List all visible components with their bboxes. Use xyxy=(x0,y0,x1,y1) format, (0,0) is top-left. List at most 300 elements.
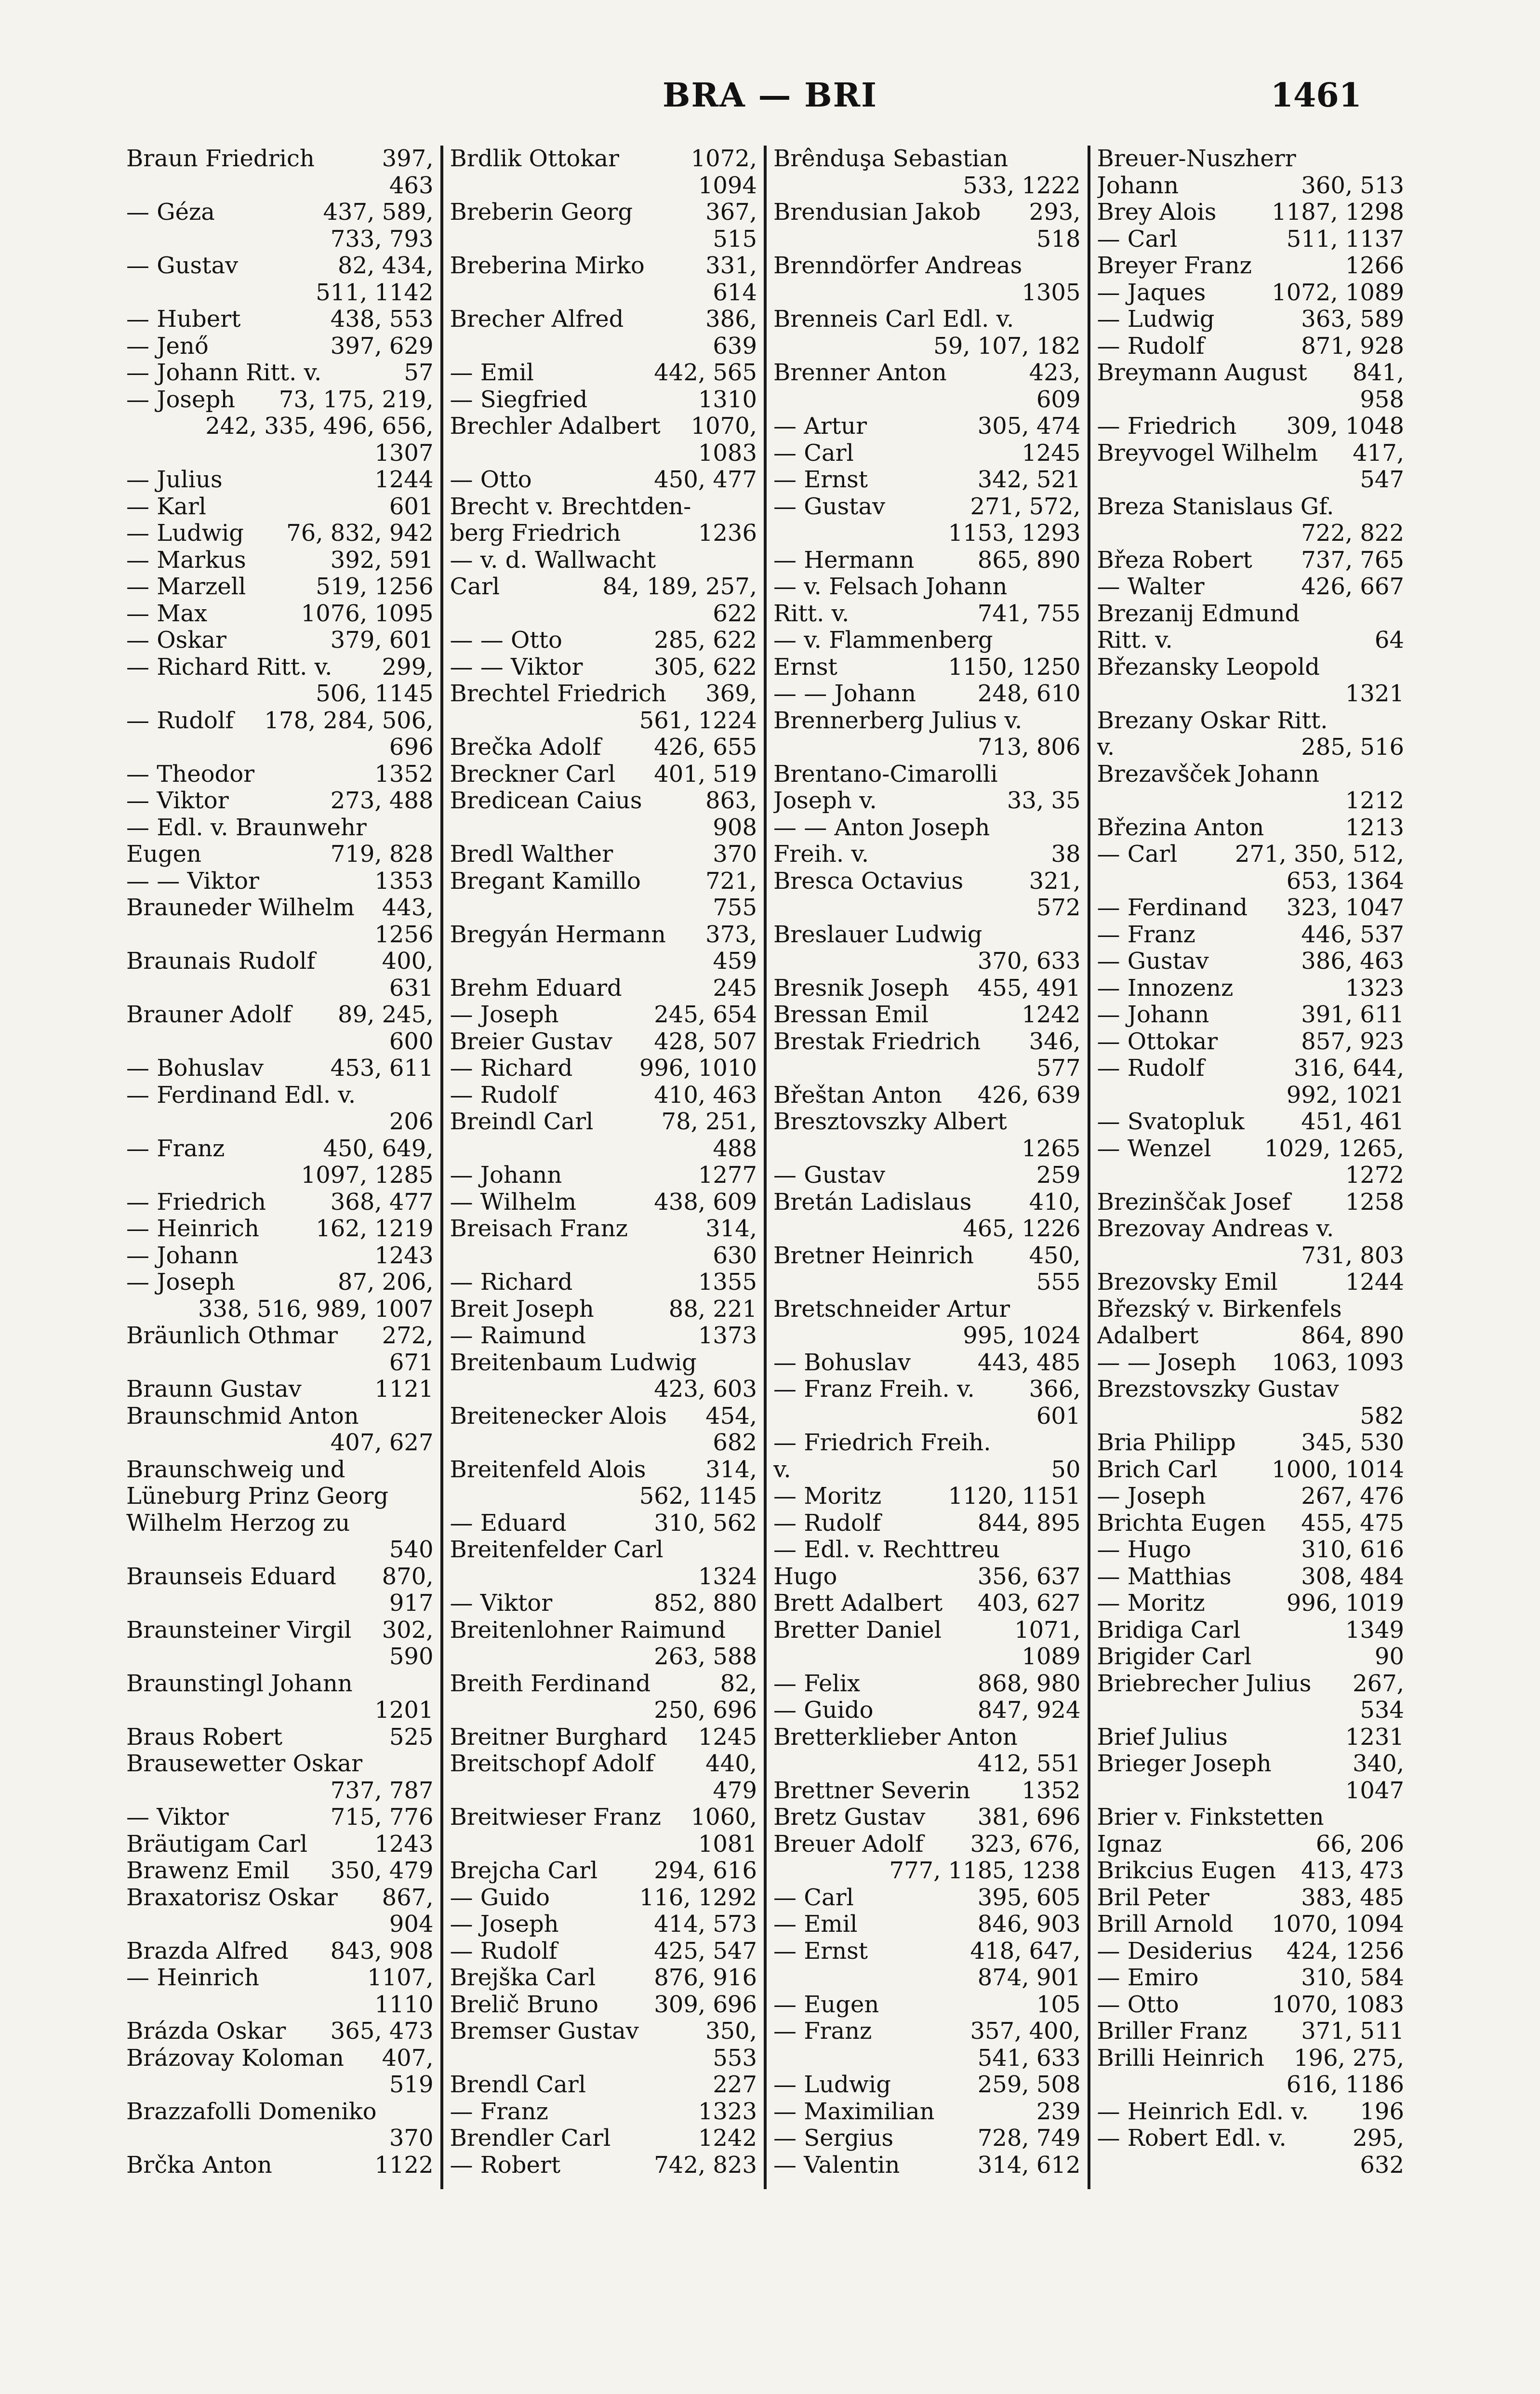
index-entry xyxy=(773,2018,1081,2045)
entry-pages: 323, 1047 xyxy=(1286,895,1404,921)
index-entry xyxy=(1097,1911,1405,1938)
entry-pages: 572 xyxy=(1036,895,1081,921)
entry-pages: 259 xyxy=(1036,1162,1081,1189)
index-entry xyxy=(126,708,434,735)
entry-name: — Moritz xyxy=(773,1483,882,1510)
index-entry xyxy=(126,1965,434,1992)
entry-name: Breitenfeld Alois xyxy=(450,1456,646,1483)
index-entry xyxy=(450,574,757,601)
entry-name: Bresca Octavius xyxy=(773,868,964,895)
entry-pages: 1324 xyxy=(698,1563,757,1590)
entry-pages: 309, 696 xyxy=(654,1991,757,2018)
entry-name: — — Viktor xyxy=(450,654,583,681)
entry-pages: 381, 696 xyxy=(977,1804,1081,1831)
entry-name: Braunseis Eduard xyxy=(126,1563,336,1590)
entry-pages: 345, 530 xyxy=(1301,1430,1404,1456)
entry-name: Březansky Leopold xyxy=(1097,654,1320,681)
index-entry xyxy=(773,494,1081,521)
index-entry xyxy=(1097,280,1405,307)
entry-pages: 305, 622 xyxy=(654,654,757,681)
entry-pages: 1373 xyxy=(698,1323,757,1349)
entry-pages: 443, xyxy=(382,895,434,921)
entry-pages: 553 xyxy=(713,2045,757,2072)
index-entry xyxy=(773,1617,1081,1644)
index-entry xyxy=(1097,1804,1405,1831)
index-entry xyxy=(126,627,434,654)
index-entry xyxy=(773,1136,1081,1163)
entry-pages: 609 xyxy=(1036,386,1081,413)
index-entry xyxy=(450,1831,757,1858)
index-entry xyxy=(450,895,757,922)
index-entry xyxy=(1097,841,1405,868)
index-entry xyxy=(126,1457,434,1484)
entry-pages xyxy=(1074,815,1081,842)
index-entry xyxy=(450,1992,757,2019)
entry-pages: 82, xyxy=(720,1670,757,1697)
entry-pages: 105 xyxy=(1036,1991,1081,2018)
entry-name: — Innozenz xyxy=(1097,975,1234,1002)
index-entry xyxy=(450,601,757,628)
entry-pages: 239 xyxy=(1036,2098,1081,2125)
entry-pages: 450, xyxy=(1029,1242,1081,1269)
entry-name: — Franz xyxy=(450,2098,548,2125)
index-entry xyxy=(450,1938,757,1965)
index-entry xyxy=(773,1590,1081,1617)
entry-pages xyxy=(1397,601,1404,628)
entry-pages: 386, xyxy=(705,306,757,333)
entry-name: — Hugo xyxy=(1097,1537,1192,1563)
entry-pages: 1305 xyxy=(1022,279,1081,306)
index-entry xyxy=(126,1269,434,1296)
index-entry xyxy=(450,226,757,253)
index-entry xyxy=(1097,2045,1405,2072)
entry-pages: 511, 1137 xyxy=(1286,226,1404,253)
entry-pages xyxy=(1074,1724,1081,1751)
entry-pages: 722, 822 xyxy=(1301,520,1404,547)
index-entry xyxy=(773,1082,1081,1109)
entry-pages: 1201 xyxy=(374,1697,434,1724)
index-entry xyxy=(1097,360,1405,387)
entry-name: — Ernst xyxy=(773,467,868,493)
entry-pages: 1094 xyxy=(698,172,757,199)
index-entry xyxy=(450,1911,757,1938)
index-entry xyxy=(773,1804,1081,1831)
entry-name: — Gustav xyxy=(773,493,886,520)
entry-pages: 1110 xyxy=(374,1991,434,2018)
index-entry xyxy=(126,1403,434,1430)
index-entry xyxy=(773,1002,1081,1029)
entry-name: — Viktor xyxy=(450,1590,553,1617)
index-entry xyxy=(773,2125,1081,2152)
entry-name: Brendl Carl xyxy=(450,2072,586,2098)
entry-pages: 857, 923 xyxy=(1301,1028,1404,1055)
entry-pages: 547 xyxy=(1360,467,1404,493)
entry-pages: 1047 xyxy=(1345,1777,1404,1804)
index-entry xyxy=(1097,681,1405,708)
entry-pages: 876, 916 xyxy=(654,1965,757,1991)
entry-pages: 1310 xyxy=(698,386,757,413)
entry-pages: 259, 508 xyxy=(977,2072,1081,2098)
entry-name: Brett Adalbert xyxy=(773,1590,943,1617)
entry-pages xyxy=(1074,1296,1081,1323)
index-entry xyxy=(1097,1136,1405,1163)
entry-pages: 227 xyxy=(713,2072,757,2098)
index-entry xyxy=(126,788,434,815)
index-entry xyxy=(773,146,1081,173)
entry-pages: 1029, 1265, xyxy=(1264,1135,1404,1162)
entry-name: Breberina Mirko xyxy=(450,253,645,279)
entry-pages: 267, xyxy=(1353,1670,1404,1697)
entry-pages: 1071, xyxy=(1014,1617,1081,1644)
entry-pages: 715, 776 xyxy=(330,1804,434,1831)
entry-pages: 713, 806 xyxy=(977,734,1081,761)
entry-name: — Emil xyxy=(773,1911,858,1938)
entry-name: Briller Franz xyxy=(1097,2018,1248,2045)
entry-name: Brčka Anton xyxy=(126,2152,272,2179)
entry-name: — Matthias xyxy=(1097,1563,1232,1590)
entry-pages xyxy=(1397,654,1404,681)
entry-pages: 777, 1185, 1238 xyxy=(889,1858,1081,1884)
index-entry xyxy=(450,868,757,895)
index-entry xyxy=(126,922,434,949)
entry-name: — Hermann xyxy=(773,547,915,574)
index-entry xyxy=(126,1778,434,1805)
entry-name: Breitenlohner Raimund xyxy=(450,1617,726,1644)
index-entry xyxy=(126,1082,434,1109)
index-entry xyxy=(126,467,434,494)
index-entry xyxy=(773,761,1081,788)
index-column-2 xyxy=(440,146,764,2189)
entry-name: Brichta Eugen xyxy=(1097,1510,1266,1537)
entry-pages: 401, 519 xyxy=(654,761,757,788)
entry-name: — — Johann xyxy=(773,681,916,707)
index-column-1 xyxy=(126,146,440,2189)
index-entry xyxy=(1097,146,1405,173)
entry-pages: 38 xyxy=(1051,841,1081,868)
entry-pages: 417, xyxy=(1353,440,1404,467)
entry-name: — Eduard xyxy=(450,1510,567,1537)
index-entry xyxy=(773,2152,1081,2179)
index-entry xyxy=(773,226,1081,253)
entry-pages: 719, 828 xyxy=(330,841,434,868)
index-entry xyxy=(773,654,1081,681)
entry-pages: 89, 245, xyxy=(338,1002,434,1028)
entry-name: — Theodor xyxy=(126,761,255,788)
entry-name: Brezanij Edmund xyxy=(1097,600,1300,627)
index-entry xyxy=(450,520,757,547)
index-entry xyxy=(126,2072,434,2099)
entry-pages: 465, 1226 xyxy=(963,1216,1081,1242)
entry-name: — Franz xyxy=(126,1135,225,1162)
index-entry xyxy=(1097,1938,1405,1965)
entry-pages: 841, xyxy=(1353,360,1404,386)
index-entry xyxy=(1097,1296,1405,1323)
entry-name: Bretán Ladislaus xyxy=(773,1189,972,1216)
entry-name: Braun Friedrich xyxy=(126,146,315,172)
index-entry xyxy=(1097,1885,1405,1912)
entry-pages: 285, 516 xyxy=(1301,734,1404,761)
entry-name: Breymann August xyxy=(1097,360,1307,386)
index-entry xyxy=(450,1617,757,1644)
entry-name: Bredicean Caius xyxy=(450,788,642,814)
index-entry xyxy=(126,734,434,761)
index-entry xyxy=(126,1858,434,1885)
entry-pages: 437, 589, xyxy=(323,199,434,226)
entry-name: — Ludwig xyxy=(126,520,244,547)
entry-pages: 958 xyxy=(1360,386,1404,413)
entry-name: Bretner Heinrich xyxy=(773,1242,974,1269)
entry-pages: 426, 655 xyxy=(654,734,757,761)
entry-name: Brdlik Ottokar xyxy=(450,146,619,172)
entry-pages: 601 xyxy=(389,493,434,520)
index-entry xyxy=(773,1216,1081,1243)
entry-pages: 1258 xyxy=(1345,1189,1404,1216)
entry-pages: 1245 xyxy=(1022,440,1081,467)
index-entry xyxy=(450,199,757,226)
entry-pages xyxy=(1074,1537,1081,1564)
index-entry xyxy=(126,280,434,307)
entry-pages xyxy=(1397,1376,1404,1403)
entry-pages: 1244 xyxy=(374,467,434,493)
index-entry xyxy=(1097,975,1405,1002)
entry-pages: 428, 507 xyxy=(654,1028,757,1055)
entry-pages: 1352 xyxy=(1022,1777,1081,1804)
entry-pages: 82, 434, xyxy=(338,253,434,279)
index-entry xyxy=(450,1055,757,1082)
entry-name: Breyvogel Wilhelm xyxy=(1097,440,1318,467)
index-entry xyxy=(126,1724,434,1751)
entry-name: Breslauer Ludwig xyxy=(773,921,982,948)
entry-pages: 407, xyxy=(382,2045,434,2072)
entry-name: Brênduşa Sebastian xyxy=(773,146,1009,172)
entry-name: Braunn Gustav xyxy=(126,1376,302,1403)
index-entry xyxy=(773,1483,1081,1510)
index-entry xyxy=(773,1938,1081,1965)
entry-name: — Rudolf xyxy=(773,1510,881,1537)
index-entry xyxy=(1097,520,1405,547)
index-entry xyxy=(773,1296,1081,1323)
entry-pages: 534 xyxy=(1360,1697,1404,1724)
entry-name: Brausewetter Oskar xyxy=(126,1751,363,1777)
index-entry xyxy=(450,1216,757,1243)
entry-pages: 1323 xyxy=(1345,975,1404,1002)
entry-name: Brey Alois xyxy=(1097,199,1217,226)
entry-pages: 356, 637 xyxy=(977,1563,1081,1590)
index-entry xyxy=(773,1029,1081,1056)
entry-pages: 1307 xyxy=(374,440,434,467)
entry-pages xyxy=(1074,146,1081,173)
entry-pages: 577 xyxy=(1036,1055,1081,1082)
index-entry xyxy=(1097,547,1405,574)
index-entry xyxy=(773,1376,1081,1403)
entry-pages: 66, 206 xyxy=(1315,1831,1404,1858)
index-entry xyxy=(126,1885,434,1912)
entry-pages: 90 xyxy=(1374,1644,1404,1670)
entry-name: — Svatopluk xyxy=(1097,1109,1245,1135)
entry-pages: 248, 610 xyxy=(977,681,1081,707)
index-entry xyxy=(773,1992,1081,2019)
index-entry xyxy=(450,1082,757,1109)
entry-pages xyxy=(1397,1296,1404,1323)
entry-pages: 424, 1256 xyxy=(1286,1938,1404,1965)
index-entry xyxy=(773,173,1081,200)
index-entry xyxy=(773,975,1081,1002)
index-entry xyxy=(773,1858,1081,1885)
entry-pages: 696 xyxy=(389,734,434,761)
entry-pages: 395, 605 xyxy=(977,1884,1081,1911)
entry-name: — Richard xyxy=(450,1269,573,1296)
index-entry xyxy=(126,333,434,360)
entry-pages: 1097, 1285 xyxy=(301,1162,434,1189)
entry-pages: 1277 xyxy=(698,1162,757,1189)
index-entry xyxy=(1097,2099,1405,2126)
index-entry xyxy=(1097,1403,1405,1430)
entry-pages: 410, 463 xyxy=(654,1082,757,1109)
entry-pages: 868, 980 xyxy=(977,1670,1081,1697)
entry-pages xyxy=(427,1671,434,1698)
index-entry xyxy=(773,1965,1081,1992)
entry-pages: 1256 xyxy=(374,921,434,948)
entry-pages: 1355 xyxy=(698,1269,757,1296)
entry-pages: 865, 890 xyxy=(977,547,1081,574)
entry-pages: 250, 696 xyxy=(654,1697,757,1724)
entry-pages: 383, 485 xyxy=(1301,1884,1404,1911)
entry-pages: 506, 1145 xyxy=(316,681,434,707)
index-entry xyxy=(1097,788,1405,815)
entry-name: Brechler Adalbert xyxy=(450,413,661,440)
entry-pages: 870, xyxy=(382,1563,434,1590)
entry-name: — Viktor xyxy=(126,788,229,814)
entry-name: — Friedrich xyxy=(1097,413,1237,440)
index-entry xyxy=(450,1885,757,1912)
entry-name: Brečka Adolf xyxy=(450,734,601,761)
entry-pages: 33, 35 xyxy=(1007,788,1081,814)
entry-name: — Guido xyxy=(450,1884,550,1911)
entry-name: — Carl xyxy=(1097,226,1178,253)
index-entry xyxy=(450,1376,757,1403)
entry-name: — — Viktor xyxy=(126,868,259,895)
index-entry xyxy=(450,1002,757,1029)
index-entry xyxy=(450,1965,757,1992)
entry-pages: 438, 609 xyxy=(654,1189,757,1216)
entry-name: Breitenbaum Ludwig xyxy=(450,1349,697,1376)
entry-name: Breitschopf Adolf xyxy=(450,1751,654,1777)
index-entry xyxy=(1097,1243,1405,1270)
entry-pages: 874, 901 xyxy=(977,1965,1081,1991)
index-entry xyxy=(126,1831,434,1858)
entry-name: Breckner Carl xyxy=(450,761,616,788)
index-entry xyxy=(1097,1109,1405,1136)
entry-pages: 590 xyxy=(389,1644,434,1670)
index-entry xyxy=(450,360,757,387)
index-entry xyxy=(1097,1510,1405,1537)
index-entry xyxy=(450,173,757,200)
entry-name: Brechtel Friedrich xyxy=(450,681,667,707)
entry-name: — Joseph xyxy=(450,1002,559,1028)
index-entry xyxy=(126,681,434,708)
index-entry xyxy=(450,387,757,414)
entry-pages xyxy=(1397,1804,1404,1831)
entry-name: Braunsteiner Virgil xyxy=(126,1617,352,1644)
index-entry xyxy=(1097,440,1405,467)
index-entry xyxy=(126,654,434,681)
entry-pages: 561, 1224 xyxy=(639,707,757,734)
entry-pages: 397, xyxy=(382,146,434,172)
entry-pages: 1242 xyxy=(698,2125,757,2152)
entry-pages: 350, 479 xyxy=(330,1858,434,1884)
entry-pages: 631 xyxy=(389,975,434,1002)
entry-name: — Edl. v. Braunwehr xyxy=(126,814,367,841)
entry-name: — Emil xyxy=(450,360,534,386)
index-entry xyxy=(126,2045,434,2072)
index-entry xyxy=(773,520,1081,547)
index-entry xyxy=(1097,1323,1405,1350)
index-entry xyxy=(773,2099,1081,2126)
entry-pages: 412, 551 xyxy=(977,1751,1081,1777)
entry-pages: 1122 xyxy=(374,2152,434,2179)
entry-name: Breberin Georg xyxy=(450,199,633,226)
entry-name: Breitenfelder Carl xyxy=(450,1537,664,1563)
entry-pages: 540 xyxy=(389,1537,434,1563)
index-entry xyxy=(450,1778,757,1805)
entry-pages: 407, 627 xyxy=(330,1430,434,1456)
entry-name: — Joseph xyxy=(1097,1483,1206,1510)
entry-pages: 1072, 1089 xyxy=(1272,279,1404,306)
index-entry xyxy=(450,2072,757,2099)
entry-pages: 438, 553 xyxy=(330,306,434,333)
entry-pages: 1076, 1095 xyxy=(301,600,434,627)
index-entry xyxy=(1097,948,1405,975)
entry-pages: 519, 1256 xyxy=(316,574,434,600)
entry-pages: 370 xyxy=(389,2125,434,2152)
entry-name: — Franz xyxy=(773,2018,872,2045)
index-entry xyxy=(773,387,1081,414)
index-entry xyxy=(1097,601,1405,628)
index-entry xyxy=(450,1537,757,1564)
index-entry xyxy=(126,520,434,547)
index-entry xyxy=(126,1136,434,1163)
entry-pages: 310, 584 xyxy=(1301,1965,1404,1991)
entry-name: — Heinrich Edl. v. xyxy=(1097,2098,1309,2125)
index-entry xyxy=(1097,1617,1405,1644)
entry-name: — Wilhelm xyxy=(450,1189,577,1216)
entry-name: Brikcius Eugen xyxy=(1097,1858,1276,1884)
entry-name: — Viktor xyxy=(126,1804,229,1831)
index-entry xyxy=(450,1457,757,1484)
entry-name: — Jaques xyxy=(1097,279,1206,306)
index-entry xyxy=(773,413,1081,440)
entry-pages: 294, 616 xyxy=(654,1858,757,1884)
index-entry xyxy=(126,815,434,842)
entry-pages: 904 xyxy=(389,1911,434,1938)
index-entry xyxy=(773,333,1081,360)
entry-name: — Joseph xyxy=(450,1911,559,1938)
entry-pages: 331, xyxy=(705,253,757,279)
index-entry xyxy=(1097,494,1405,521)
index-entry xyxy=(450,467,757,494)
entry-name: Brejcha Carl xyxy=(450,1858,598,1884)
index-entry xyxy=(773,1055,1081,1082)
entry-pages: 426, 639 xyxy=(977,1082,1081,1109)
index-entry xyxy=(126,360,434,387)
entry-pages: 871, 928 xyxy=(1301,333,1404,360)
entry-pages: 206 xyxy=(389,1109,434,1135)
index-entry xyxy=(1097,1350,1405,1377)
entry-name: — Rudolf xyxy=(450,1938,558,1965)
entry-name: Brázda Oskar xyxy=(126,2018,286,2045)
entry-name: — v. Flammenberg xyxy=(773,627,993,654)
index-entry xyxy=(773,1350,1081,1377)
